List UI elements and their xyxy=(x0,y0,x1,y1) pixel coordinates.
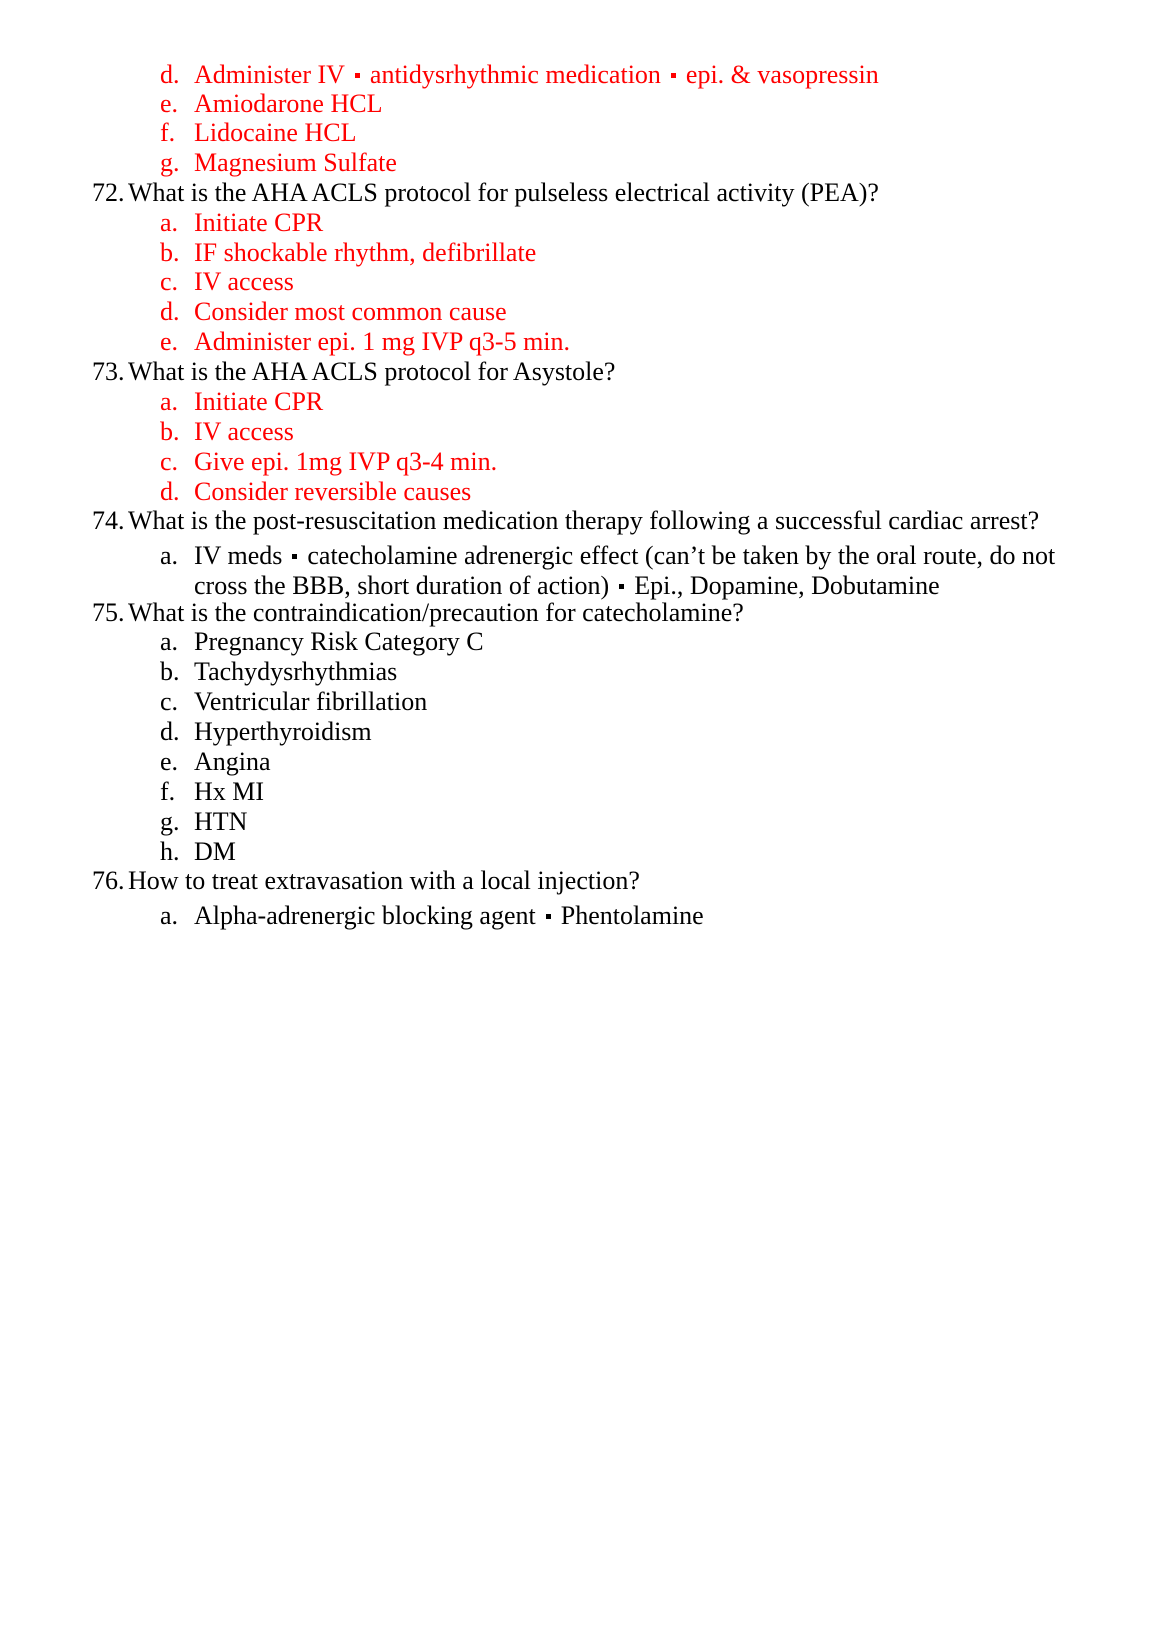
answer-text: Initiate CPR xyxy=(194,208,324,237)
answer-label: b. xyxy=(160,238,180,267)
bullet-square-icon xyxy=(619,584,624,589)
answer-text: Tachydysrhythmias xyxy=(194,657,398,686)
answer-label: d. xyxy=(160,297,180,326)
answer-label: d. xyxy=(160,717,180,746)
answer-label: e. xyxy=(160,89,179,118)
question-text: What is the AHA ACLS protocol for pulseless electrical activity (PEA)? xyxy=(128,178,879,207)
answer-text: Lidocaine HCL xyxy=(194,118,357,147)
bullet-square-icon xyxy=(671,73,676,78)
answer-part: cross the BBB, short duration of action) xyxy=(194,571,610,600)
question-number: 76. xyxy=(92,866,125,895)
answer-label: e. xyxy=(160,747,179,776)
answer-label: h. xyxy=(160,837,180,866)
answer-text: Initiate CPR xyxy=(194,387,324,416)
answer-text: Ventricular fibrillation xyxy=(194,687,428,716)
answer-label: f. xyxy=(160,118,176,147)
bullet-square-icon xyxy=(292,554,297,559)
answer-label: a. xyxy=(160,901,179,930)
question-text: What is the contraindication/precaution for catecholamine? xyxy=(128,598,744,627)
answer-part: catecholamine adrenergic effect (can’t be taken by the oral route, do not xyxy=(307,541,1056,570)
answer-label: c. xyxy=(160,687,179,716)
answer-label: b. xyxy=(160,417,180,446)
question-number: 75. xyxy=(92,598,125,627)
answer-text xyxy=(194,571,940,601)
answer-label: g. xyxy=(160,807,180,836)
answer-part: Administer IV xyxy=(194,60,345,89)
question-number: 72. xyxy=(92,178,125,207)
answer-text: DM xyxy=(194,837,236,866)
answer-text: Give epi. 1mg IVP q3-4 min. xyxy=(194,447,498,476)
answer-label: a. xyxy=(160,387,179,416)
answer-part: Phentolamine xyxy=(560,901,704,930)
question-text: How to treat extravasation with a local injection? xyxy=(128,866,640,895)
answer-text xyxy=(194,60,879,90)
answer-label: e. xyxy=(160,327,179,356)
answer-part: Alpha-adrenergic blocking agent xyxy=(194,901,536,930)
answer-text: IF shockable rhythm, defibrillate xyxy=(194,238,537,267)
answer-text: IV access xyxy=(194,267,294,296)
question-text: What is the AHA ACLS protocol for Asystole? xyxy=(128,357,616,386)
answer-text: HTN xyxy=(194,807,248,836)
answer-label: d. xyxy=(160,477,180,506)
answer-text: Hx MI xyxy=(194,777,265,806)
answer-label: g. xyxy=(160,148,180,177)
answer-label: f. xyxy=(160,777,176,806)
answer-text: Amiodarone HCL xyxy=(194,89,383,118)
question-text: What is the post-resuscitation medication therapy following a successful cardiac arrest? xyxy=(128,506,1040,535)
bullet-square-icon xyxy=(546,914,551,919)
answer-text: Pregnancy Risk Category C xyxy=(194,627,484,656)
answer-part: epi. & vasopressin xyxy=(685,60,879,89)
answer-label: a. xyxy=(160,208,179,237)
answer-text xyxy=(194,541,1055,571)
answer-text: Magnesium Sulfate xyxy=(194,148,397,177)
answer-text: Angina xyxy=(194,747,271,776)
answer-label: c. xyxy=(160,447,179,476)
answer-text: IV access xyxy=(194,417,294,446)
answer-text: Consider reversible causes xyxy=(194,477,472,506)
answer-label: c. xyxy=(160,267,179,296)
answer-label: d. xyxy=(160,60,180,89)
answer-part: antidysrhythmic medication xyxy=(369,60,661,89)
answer-text: Hyperthyroidism xyxy=(194,717,372,746)
answer-part: Epi., Dopamine, Dobutamine xyxy=(634,571,940,600)
answer-text xyxy=(194,901,704,931)
question-number: 74. xyxy=(92,506,125,535)
bullet-square-icon xyxy=(355,73,360,78)
answer-text: Administer epi. 1 mg IVP q3-5 min. xyxy=(194,327,571,356)
answer-label: b. xyxy=(160,657,180,686)
answer-part: IV meds xyxy=(194,541,283,570)
answer-label: a. xyxy=(160,541,179,570)
question-number: 73. xyxy=(92,357,125,386)
answer-text: Consider most common cause xyxy=(194,297,507,326)
answer-label: a. xyxy=(160,627,179,656)
